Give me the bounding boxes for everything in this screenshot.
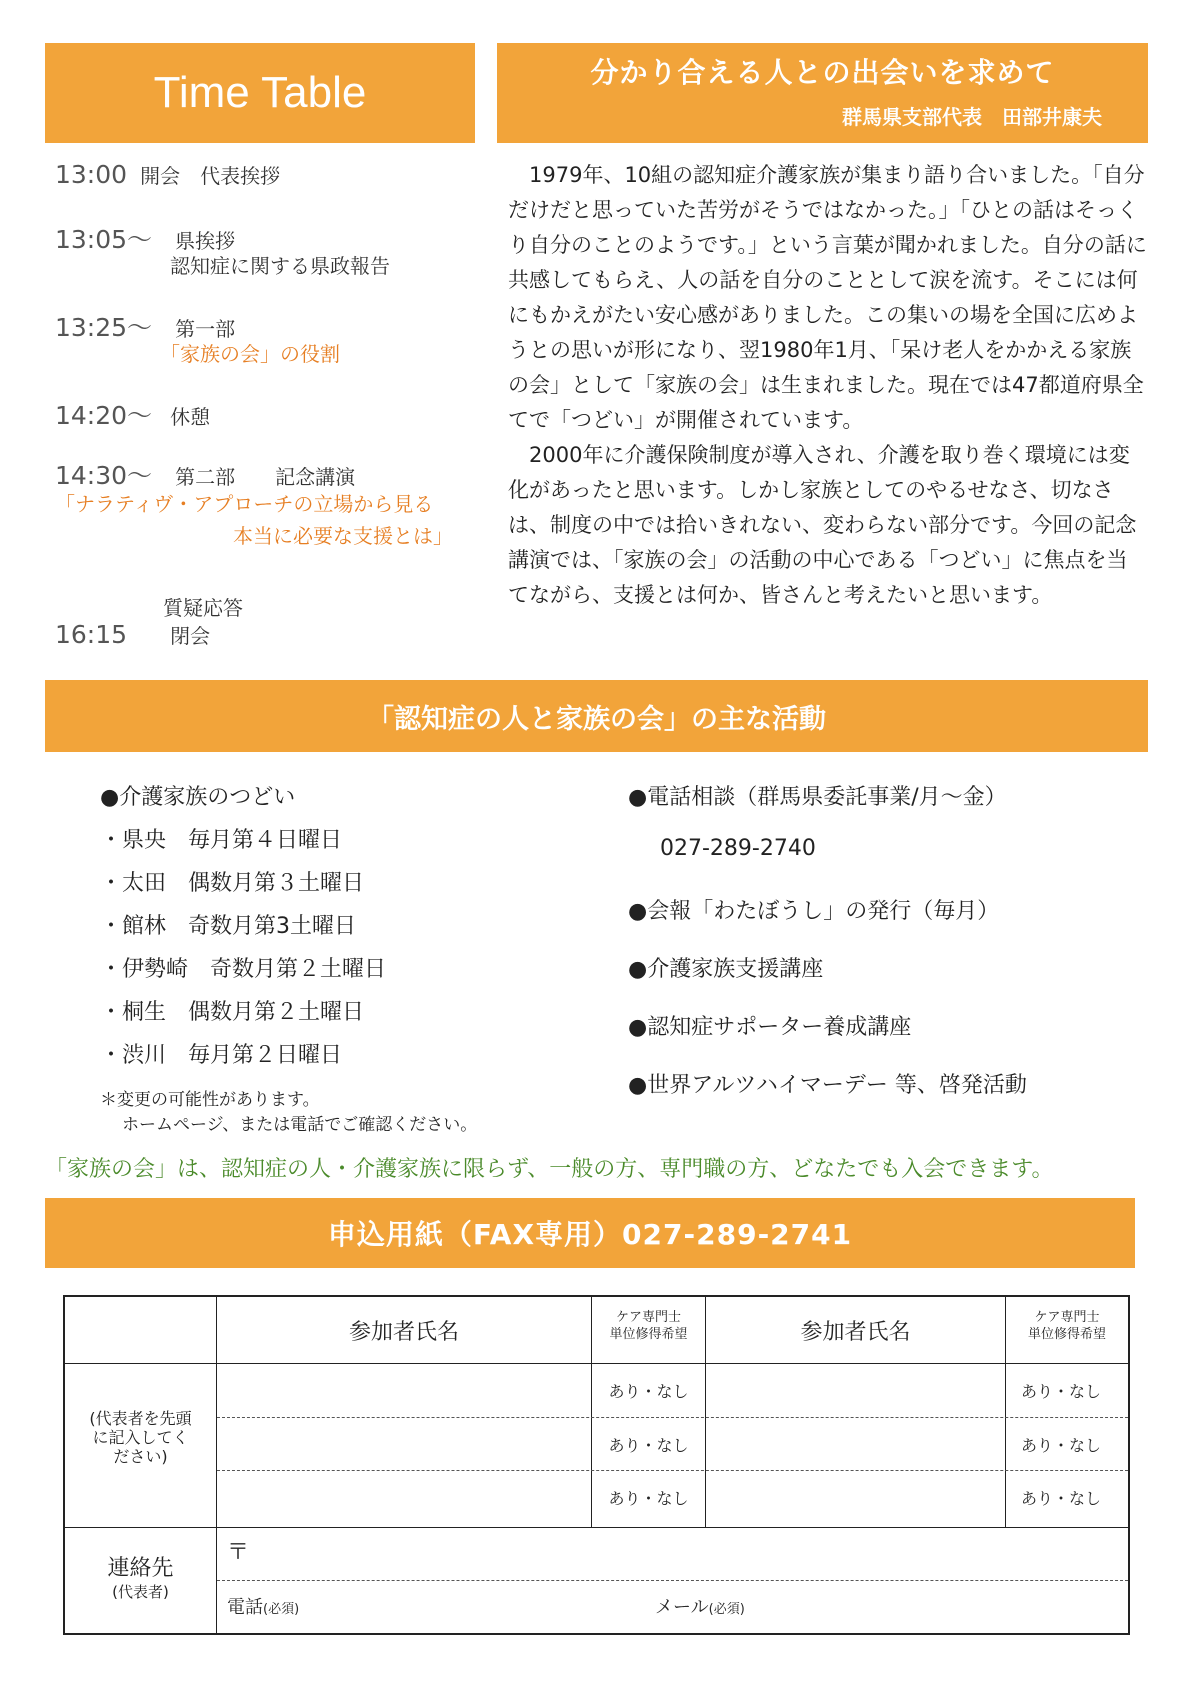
- activity-item: ・館林 奇数月第3土曜日: [100, 914, 356, 939]
- timetable-time: 13:25〜: [55, 313, 153, 342]
- timetable-title: Time Table: [153, 68, 367, 117]
- timetable-sub: 「ナラティヴ・アプローチの立場から見る: [55, 492, 434, 516]
- mail-field-label: メール(必須): [655, 1597, 745, 1618]
- message-paragraph: 1979年、10組の認知症介護家族が集まり語り合いました。「自分だけだと思っていた苦労がそうではなかった。」「ひとの話はそっくり自分のことのようです。」という言葉が聞かれました。自分の話に共感してもらえ、人の話を自分のこととして涙を流す。そこには何にもかえがたい安心感がありました。この集いの場を全国に広めようとの思いが形になり、翌1980年1月、「呆け老人をかかえる家族の会」として「家族の会」は生まれました。現在では47都道府県全てで「つどい」が開催されています。: [508, 163, 1147, 432]
- activity-item: ・太田 偶数月第３土曜日: [100, 871, 365, 896]
- activity-note: ホームページ、または電話でご確認ください。: [122, 1115, 478, 1135]
- activity-item: ●電話相談（群馬県委託事業/月〜金）: [628, 785, 1007, 810]
- application-form: [63, 1295, 1130, 1635]
- activity-item: ・県央 毎月第４日曜日: [100, 828, 343, 853]
- participant-name-field[interactable]: [217, 1418, 591, 1470]
- participant-name-field[interactable]: [217, 1364, 591, 1417]
- care-option[interactable]: あり・なし: [608, 1489, 689, 1508]
- phone-number: 027-289-2740: [660, 836, 816, 861]
- timetable-label: 第一部: [175, 317, 236, 341]
- care-option[interactable]: あり・なし: [608, 1436, 689, 1455]
- participant-name-field[interactable]: [706, 1471, 1005, 1527]
- timetable-sub: 「家族の会」の役割: [160, 342, 340, 366]
- timetable-label: 第二部 記念講演: [175, 465, 356, 489]
- message-body: [508, 158, 1148, 613]
- care-option[interactable]: あり・なし: [608, 1382, 689, 1401]
- timetable-row: [55, 396, 210, 432]
- timetable-time: 13:00: [55, 160, 128, 189]
- timetable-sub: 本当に必要な支援とは」: [233, 524, 453, 548]
- contact-sub: (代表者): [112, 1583, 169, 1601]
- care-option[interactable]: あり・なし: [1020, 1382, 1101, 1401]
- representative-note: (代表者を先頭 に記入してく ださい): [89, 1409, 192, 1466]
- timetable-header: [45, 43, 475, 143]
- activity-item: ・桐生 偶数月第２土曜日: [100, 1000, 365, 1025]
- address-field[interactable]: [217, 1528, 1128, 1580]
- message-header: [497, 43, 1148, 143]
- form-title: 申込用紙（FAX専用）027-289-2741: [327, 1218, 853, 1251]
- col-participant-name: 参加者氏名: [348, 1320, 459, 1345]
- care-option[interactable]: あり・なし: [1020, 1489, 1101, 1508]
- activity-item: ●介護家族支援講座: [628, 957, 824, 982]
- col-care-credit: ケア専門士 単位修得希望: [609, 1310, 688, 1342]
- message-title: 分かり合える人との出会いを求めて: [590, 56, 1055, 89]
- timetable-row: [55, 456, 355, 492]
- postal-mark: 〒: [227, 1540, 250, 1565]
- timetable-row: [163, 592, 243, 621]
- timetable-label: 県挨拶: [175, 229, 236, 253]
- activity-item: ・渋川 毎月第２日曜日: [100, 1043, 343, 1068]
- activity-item: ●会報「わたぼうし」の発行（毎月）: [628, 899, 1000, 924]
- timetable-row: [55, 620, 210, 649]
- timetable-time: 16:15: [55, 620, 128, 649]
- timetable-label: 閉会: [170, 624, 211, 648]
- participant-name-field[interactable]: [706, 1418, 1005, 1470]
- care-option[interactable]: あり・なし: [1020, 1436, 1101, 1455]
- timetable-label: 開会 代表挨拶: [140, 164, 281, 188]
- timetable-row: [55, 160, 280, 189]
- timetable-label: 休憩: [170, 405, 211, 429]
- activities-header: [45, 680, 1148, 752]
- activity-item: ●世界アルツハイマーデー 等、啓発活動: [628, 1073, 1027, 1098]
- form-header: [45, 1198, 1135, 1268]
- activity-item: ●介護家族のつどい: [100, 785, 296, 810]
- col-participant-name: 参加者氏名: [800, 1320, 911, 1345]
- participant-name-field[interactable]: [706, 1364, 1005, 1417]
- activity-note: ＊変更の可能性があります。: [100, 1090, 320, 1110]
- timetable-sub: 認知症に関する県政報告: [170, 254, 390, 278]
- message-author: 群馬県支部代表 田部井康夫: [842, 105, 1102, 129]
- phone-field-label: 電話(必須): [227, 1597, 300, 1618]
- timetable-time: 14:30〜: [55, 461, 153, 490]
- timetable-label: 質疑応答: [163, 596, 243, 620]
- timetable-time: 14:20〜: [55, 401, 153, 430]
- membership-note: 「家族の会」は、認知症の人・介護家族に限らず、一般の方、専門職の方、どなたでも入会できます。: [45, 1157, 1054, 1182]
- message-paragraph: 2000年に介護保険制度が導入され、介護を取り巻く環境には変化があったと思います。しかし家族としてのやるせなさ、切なさは、制度の中では拾いきれない、変わらない部分です。今回の記念講演では、「家族の会」の活動の中心である「つどい」に焦点を当てながら、支援とは何か、皆さんと考えたいと思います。: [508, 443, 1137, 607]
- activities-title: 「認知症の人と家族の会」の主な活動: [367, 703, 826, 735]
- contact-label: 連絡先: [107, 1556, 174, 1581]
- activity-item: ●認知症サポーター養成講座: [628, 1015, 912, 1040]
- participant-name-field[interactable]: [217, 1471, 591, 1527]
- col-care-credit: ケア専門士 単位修得希望: [1027, 1310, 1106, 1342]
- timetable-time: 13:05〜: [55, 225, 153, 254]
- activity-item: ・伊勢崎 奇数月第２土曜日: [100, 957, 387, 982]
